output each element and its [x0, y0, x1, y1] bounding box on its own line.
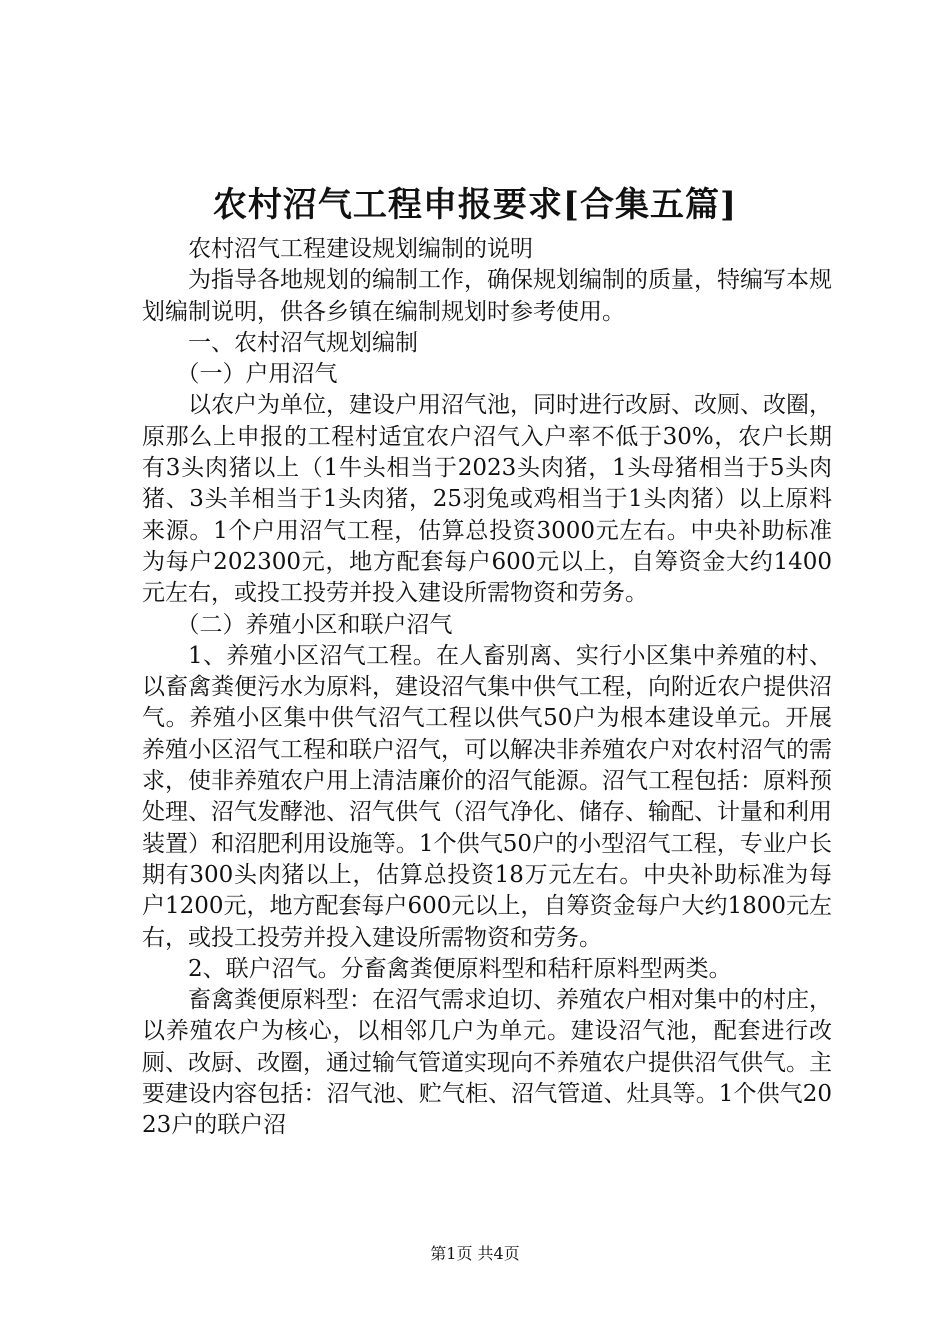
paragraph: 以农户为单位，建设户用沼气池，同时进行改厨、改厕、改圈，原那么上申报的工程村适宜农户沼气入户率不低于30%，农户长期有3头肉猪以上（1牛头相当于2023头肉猪，1头母猪相当于5头肉猪、3头羊相当于1头肉猪，25羽兔或鸡相当于1头肉猪）以上原料来源。1个户用沼气工程，估算总投资3000元左右。中央补助标准为每户202300元，地方配套每户600元以上，自筹资金大约1400元左右，或投工投劳并投入建设所需物资和劳务。	[142, 392, 832, 607]
paragraph: 2、联户沼气。分畜禽粪便原料型和秸秆原料型两类。	[188, 955, 732, 982]
section-heading: 一、农村沼气规划编制	[188, 329, 418, 356]
paragraph: 1、养殖小区沼气工程。在人畜别离、实行小区集中养殖的村、以畜禽粪便污水为原料，建设沼气集中供气工程，向附近农户提供沼气。养殖小区集中供气沼气工程以供气50户为根本建设单元。开展养殖小区沼气工程和联户沼气，可以解决非养殖农户对农村沼气的需求，使非养殖农户用上清洁廉价的沼气能源。沼气工程包括：原料预处理、沼气发酵池、沼气供气（沼气净化、储存、输配、计量和利用装置）和沼肥利用设施等。1个供气50户的小型沼气工程，专业户长期有300头肉猪以上，估算总投资18万元左右。中央补助标准为每户1200元，地方配套每户600元以上，自筹资金每户大约1800元左右，或投工投劳并投入建设所需物资和劳务。	[142, 642, 832, 951]
document-body	[142, 234, 832, 1142]
paragraph: 畜禽粪便原料型：在沼气需求迫切、养殖农户相对集中的村庄，以养殖农户为核心，以相邻几户为单元。建设沼气池，配套进行改厕、改厨、改圈，通过输气管道实现向不养殖农户提供沼气供气。主要建设内容包括：沼气池、贮气柜、沼气管道、灶具等。1个供气2023户的联户沼	[142, 987, 832, 1139]
subsection-heading: （二）养殖小区和联户沼气	[176, 611, 453, 638]
subsection-heading: （一）户用沼气	[176, 361, 338, 388]
paragraph: 为指导各地规划的编制工作，确保规划编制的质量，特编写本规划编制说明，供各乡镇在编制规划时参考使用。	[142, 267, 832, 325]
document-title: 农村沼气工程申报要求[合集五篇]	[212, 185, 738, 225]
paragraph: 农村沼气工程建设规划编制的说明	[188, 236, 533, 262]
page-footer: 第1页 共4页	[430, 1244, 520, 1263]
